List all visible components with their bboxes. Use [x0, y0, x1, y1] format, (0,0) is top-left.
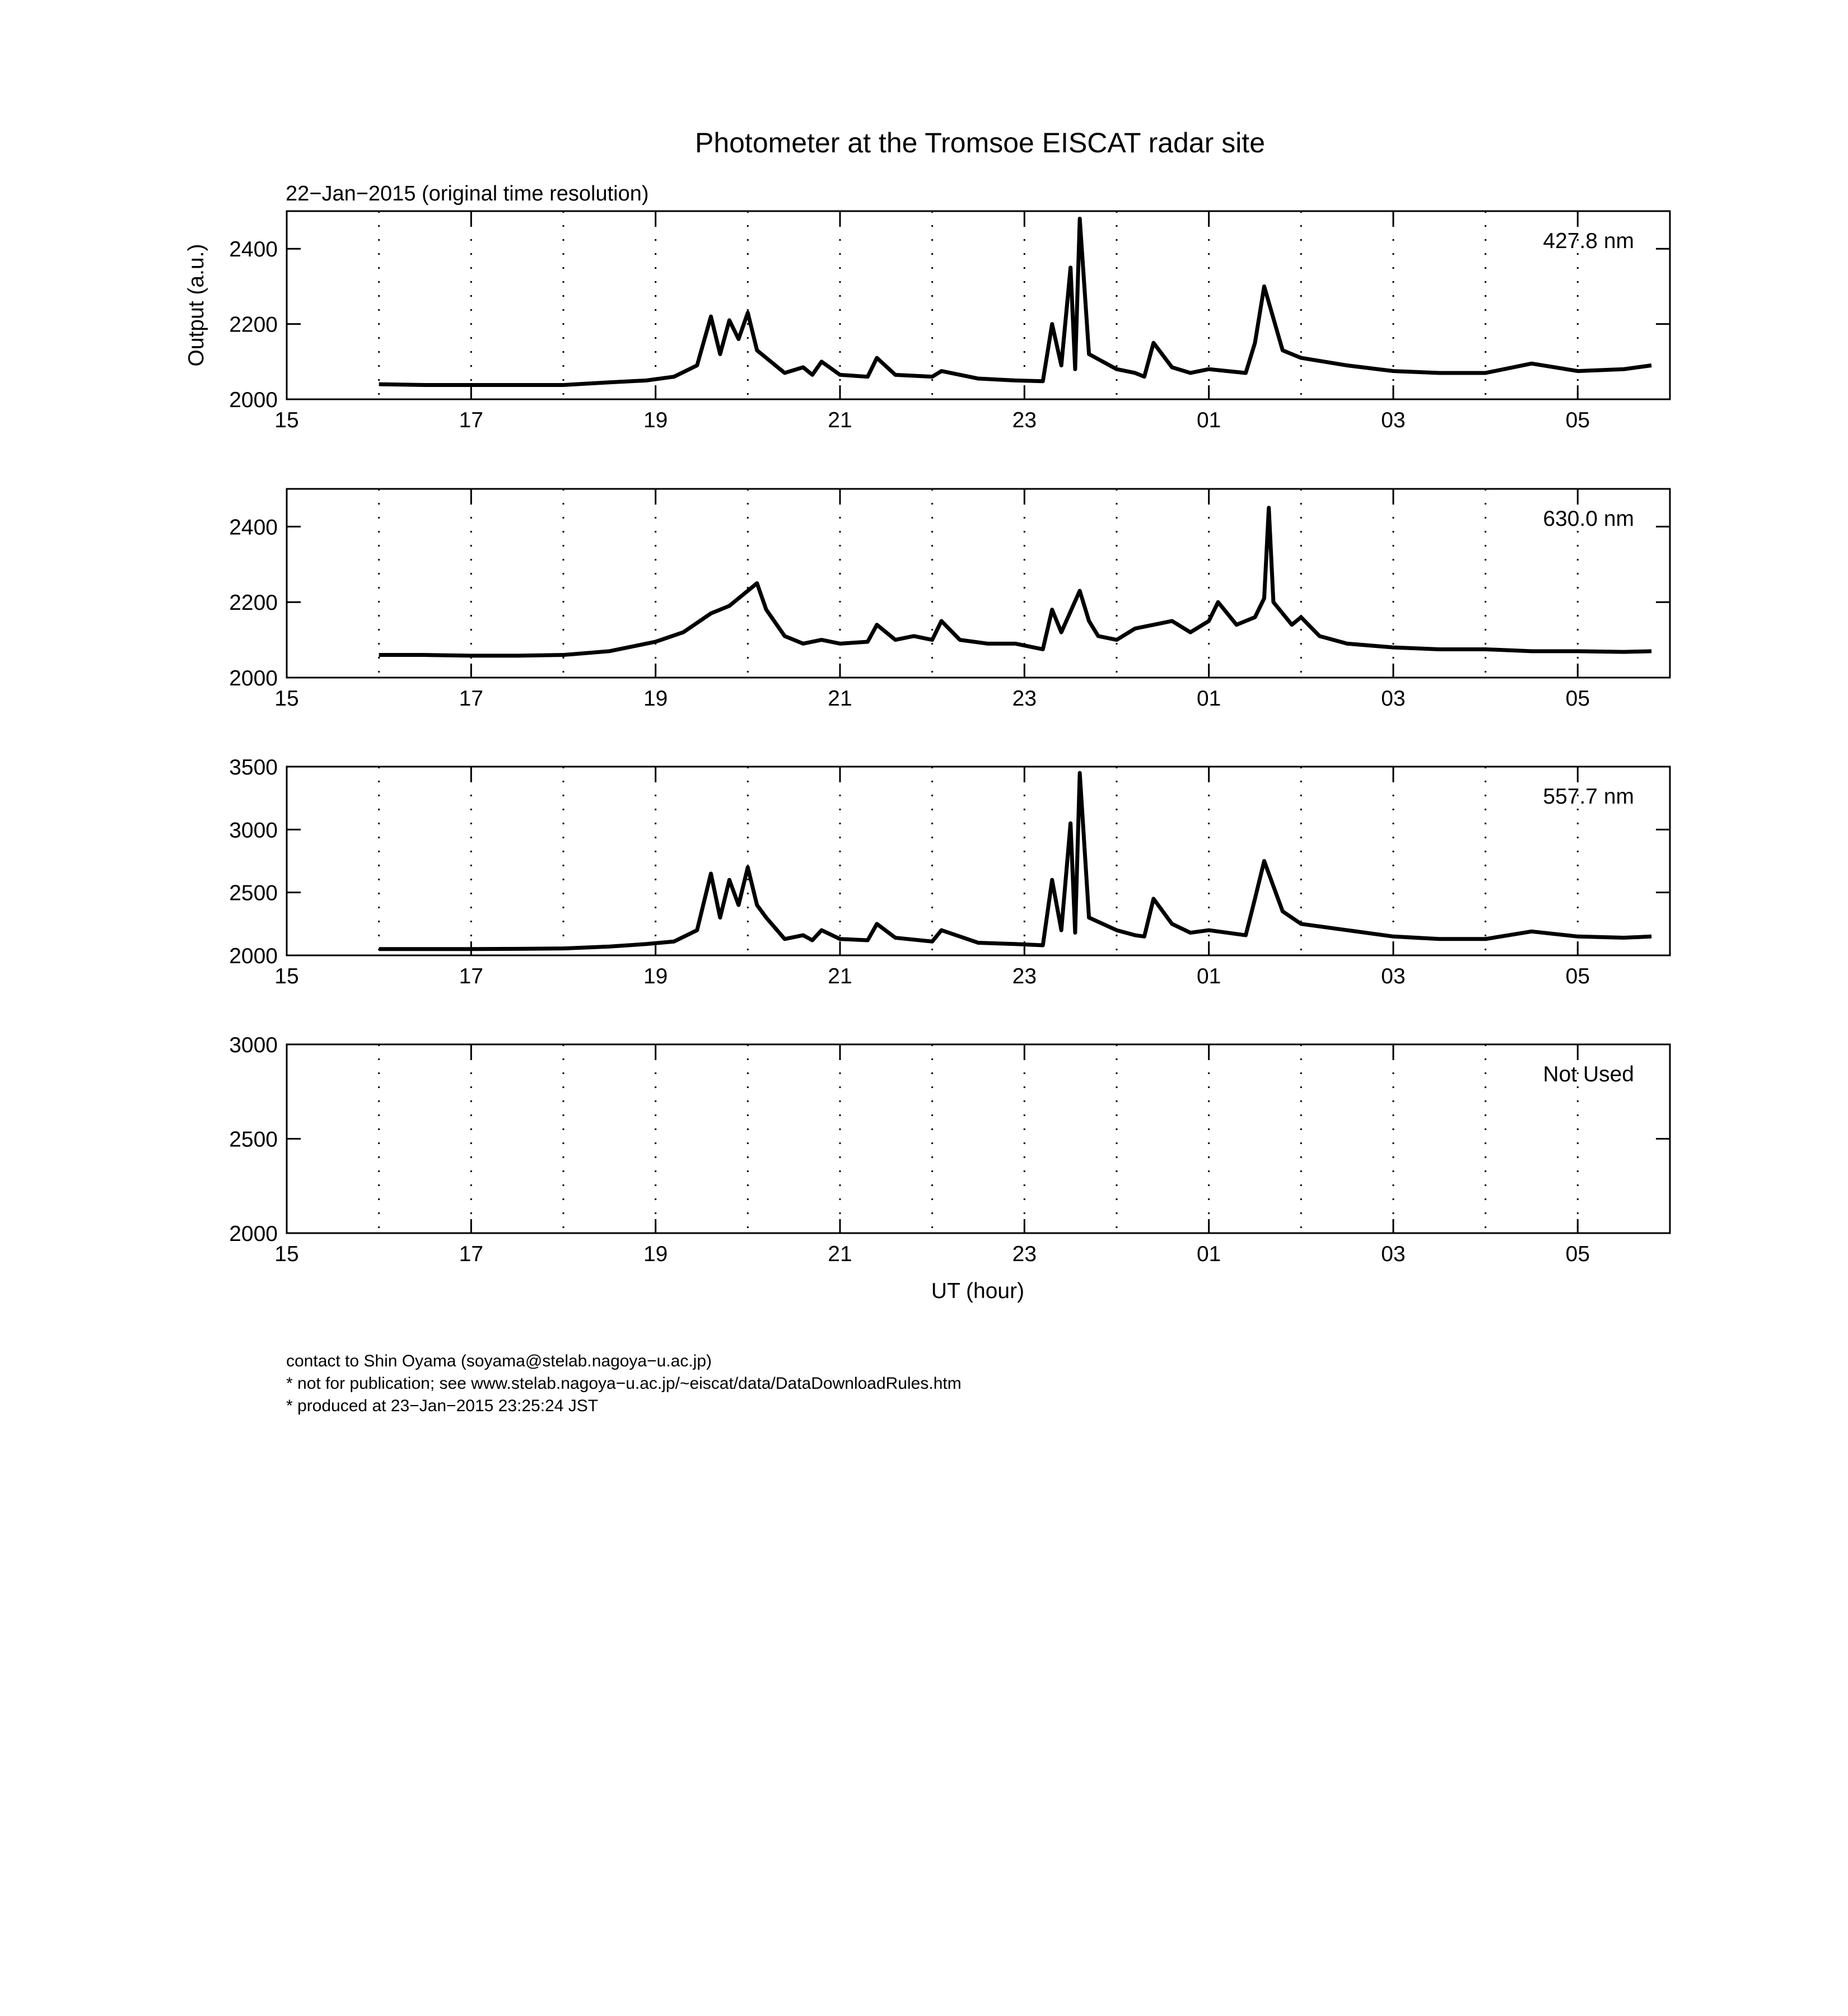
x-tick-label: 19	[643, 1242, 668, 1266]
x-tick-label: 21	[828, 964, 852, 988]
x-tick-label: 23	[1012, 964, 1037, 988]
x-tick-label: 17	[459, 1242, 484, 1266]
x-tick-label: 05	[1565, 1242, 1590, 1266]
x-tick-label: 05	[1565, 408, 1590, 432]
y-tick-label: 3000	[229, 1033, 278, 1057]
x-tick-label: 15	[274, 687, 299, 711]
x-tick-label: 01	[1196, 964, 1221, 988]
x-tick-label: 21	[828, 687, 852, 711]
x-tick-label: 23	[1012, 1242, 1037, 1266]
x-tick-label: 17	[459, 687, 484, 711]
y-tick-label: 2400	[229, 237, 278, 262]
x-tick-label: 19	[643, 408, 668, 432]
y-tick-label: 2500	[229, 881, 278, 906]
x-tick-label: 03	[1381, 408, 1406, 432]
x-tick-label: 23	[1012, 408, 1037, 432]
y-tick-label: 2200	[229, 591, 278, 615]
footer-contact: contact to Shin Oyama (soyama@stelab.nagoya−u.ac.jp)	[286, 1352, 712, 1370]
footer-produced-at: * produced at 23−Jan−2015 23:25:24 JST	[286, 1397, 599, 1415]
panel-label: 630.0 nm	[1543, 507, 1634, 531]
y-tick-label: 3500	[229, 755, 278, 780]
y-tick-label: 2000	[229, 1222, 278, 1246]
x-tick-label: 03	[1381, 964, 1406, 988]
x-tick-label: 21	[828, 1242, 852, 1266]
x-tick-label: 03	[1381, 687, 1406, 711]
x-tick-label: 05	[1565, 687, 1590, 711]
y-tick-label: 2500	[229, 1127, 278, 1152]
x-axis-label: UT (hour)	[931, 1279, 1025, 1303]
x-tick-label: 15	[274, 408, 299, 432]
footer-publication-note: * not for publication; see www.stelab.nagoya−u.ac.jp/~eiscat/data/DataDownloadRules.htm	[286, 1374, 962, 1393]
x-tick-label: 15	[274, 964, 299, 988]
x-tick-label: 17	[459, 964, 484, 988]
panel-label: 427.8 nm	[1543, 229, 1634, 253]
x-tick-label: 01	[1196, 408, 1221, 432]
y-tick-label: 2200	[229, 312, 278, 337]
x-tick-label: 23	[1012, 687, 1037, 711]
y-tick-label: 2000	[229, 666, 278, 690]
panel-label: Not Used	[1543, 1062, 1634, 1086]
chart-title: Photometer at the Tromsoe EISCAT radar site	[694, 127, 1266, 158]
y-axis-label: Output (a.u.)	[184, 244, 208, 367]
x-tick-label: 01	[1196, 687, 1221, 711]
date-label: 22−Jan−2015 (original time resolution)	[286, 182, 649, 206]
x-tick-label: 21	[828, 408, 852, 432]
panel-label: 557.7 nm	[1543, 785, 1634, 809]
x-tick-label: 15	[274, 1242, 299, 1266]
x-tick-label: 19	[643, 687, 668, 711]
x-tick-label: 01	[1196, 1242, 1221, 1266]
y-tick-label: 2000	[229, 388, 278, 412]
x-tick-label: 17	[459, 408, 484, 432]
x-tick-label: 03	[1381, 1242, 1406, 1266]
y-tick-label: 2400	[229, 515, 278, 540]
y-tick-label: 2000	[229, 944, 278, 968]
x-tick-label: 05	[1565, 964, 1590, 988]
y-tick-label: 3000	[229, 818, 278, 843]
x-tick-label: 19	[643, 964, 668, 988]
